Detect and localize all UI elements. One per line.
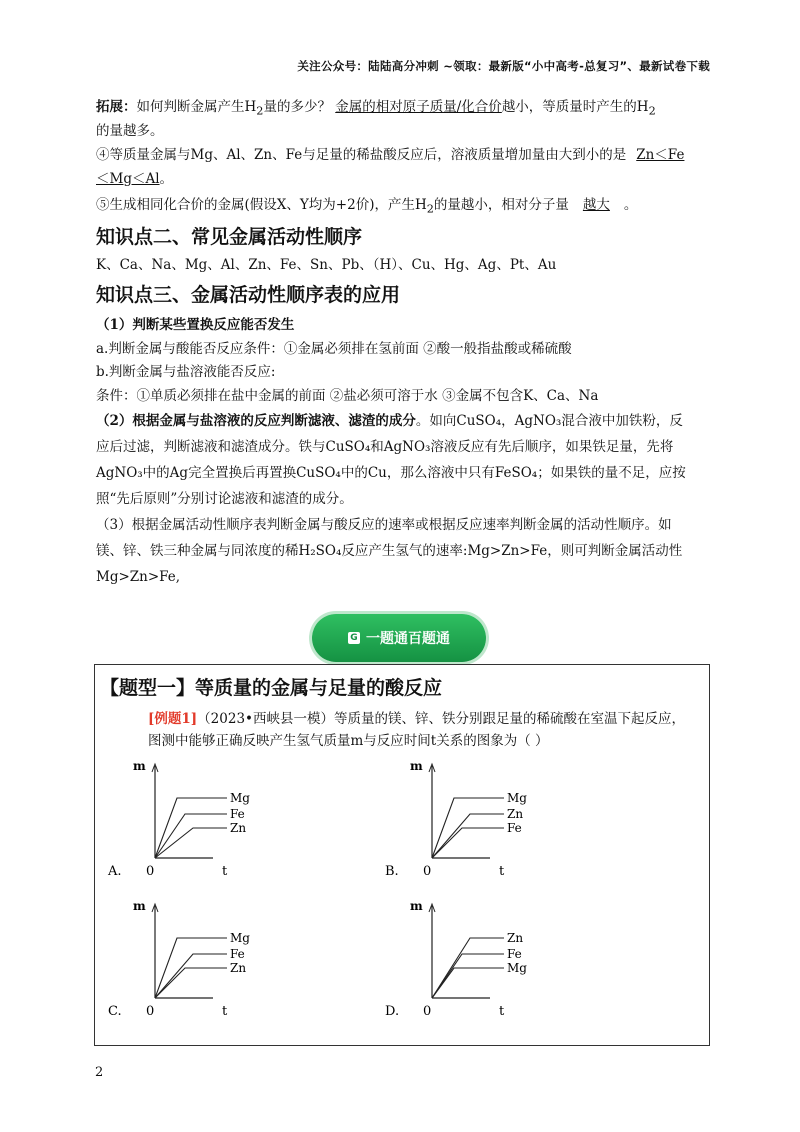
y-axis-label: m: [410, 759, 423, 773]
point1-a: a.判断金属与酸能否反应条件：①金属必须排在氢前面 ②酸一般指盐酸或稀硫酸: [96, 341, 572, 357]
point1-b: b.判断金属与盐溶液能否反应:: [96, 364, 276, 380]
x-axis-label: t: [499, 864, 505, 879]
activity-order: K、Ca、Na、Mg、Al、Zn、Fe、Sn、Pb、（H）、Cu、Hg、Ag、Pt、Au: [96, 257, 557, 273]
item5-line: ⑤生成相同化合价的金属(假设X、Y均为+2价)，产生$H_2$的量越小，相对分子量 越大 。: [96, 197, 638, 216]
series-line-fe: [155, 814, 227, 858]
badge-icon: G: [348, 632, 360, 644]
series-line-zn: [432, 814, 504, 858]
option-label: B.: [385, 864, 399, 879]
series-label-mg: Mg: [507, 961, 527, 975]
origin-label: 0: [423, 1004, 432, 1019]
series-label-mg: Mg: [507, 791, 527, 805]
item5-answer: 越大: [582, 197, 610, 213]
section2-title: 知识点二、常见金属活动性顺序: [96, 226, 363, 248]
series-label-zn: Zn: [230, 961, 247, 975]
series-label-mg: Mg: [230, 791, 250, 805]
origin-label: 0: [423, 864, 432, 879]
extension-line-2: 的量越多。: [96, 123, 164, 139]
series-label-mg: Mg: [230, 931, 250, 945]
item4-answer-2: ＜Mg＜Al: [96, 171, 160, 187]
option-label: D.: [385, 1004, 400, 1019]
point3-line-2: 镁、锌、铁三种金属与同浓度的稀H₂SO₄反应产生氢气的速率:Mg>Zn>Fe，则可判断金属活动性: [96, 543, 683, 559]
item4-line-1: ④等质量金属与Mg、Al、Zn、Fe与足量的稀盐酸反应后，溶液质量增加量由大到小的是 Zn＜Fe: [96, 147, 685, 163]
series-label-zn: Zn: [507, 807, 524, 821]
series-line-fe: [432, 828, 504, 858]
banner-text: 一题通百题通: [366, 631, 450, 647]
series-label-fe: Fe: [230, 947, 245, 961]
item4-line-2: ＜Mg＜Al。: [96, 171, 174, 187]
series-label-fe: Fe: [230, 807, 245, 821]
extension-line-1: 拓展：如何判断金属产生$H_2$量的多少？ 金属的相对原子质量/化合价越小，等质量时产生的$H_2$: [96, 99, 656, 118]
page-header: 关注公众号：陆陆高分冲刺 ~领取：最新版“小中高考-总复习”、最新试卷下载: [297, 59, 710, 73]
x-axis-label: t: [222, 864, 228, 879]
point3-line-3: Mg>Zn>Fe,: [96, 569, 181, 585]
point2-line-3: AgNO₃中的Ag完全置换后再置换CuSO₄中的Cu，那么溶液中只有FeSO₄；如果铁的量不足，应按: [96, 465, 686, 481]
y-axis-label: m: [133, 759, 146, 773]
extension-answer: 金属的相对原子质量/化合价: [335, 99, 502, 115]
point2-line-2: 应后过滤，判断滤液和滤渣成分。铁与CuSO₄和AgNO₃溶液反应有先后顺序，如果铁足量，先将: [96, 439, 674, 455]
point2-title: （2）根据金属与盐溶液的反应判断滤液、滤渣的成分: [96, 413, 416, 429]
page-number: 2: [95, 1065, 104, 1080]
section3-title: 知识点三、金属活动性顺序表的应用: [96, 284, 401, 306]
example-line-1: [例题1]（2023•西峡县一模）等质量的镁、锌、铁分别跟足量的稀硫酸在室温下起反应，: [148, 711, 685, 727]
question-type-title: 【题型一】等质量的金属与足量的酸反应: [100, 677, 443, 699]
series-line-zn: [155, 968, 227, 998]
point1-title: （1）判断某些置换反应能否发生: [96, 317, 295, 333]
point1-c: 条件：①单质必须排在盐中金属的前面 ②盐必须可溶于水 ③金属不包含K、Ca、Na: [96, 388, 599, 404]
example-line-2: 图测中能够正确反映产生氢气质量m与反应时间t关系的图象为（ ）: [148, 733, 549, 749]
option-label: A.: [108, 864, 122, 879]
point2-line-4: 照“先后原则”分别讨论滤液和滤渣的成分。: [96, 491, 353, 507]
series-line-fe: [432, 954, 504, 998]
series-label-fe: Fe: [507, 947, 522, 961]
point2-line-1: （2）根据金属与盐溶液的反应判断滤液、滤渣的成分。如向CuSO₄，AgNO₃混合液中加铁粉，反: [96, 413, 683, 429]
y-axis-label: m: [410, 899, 423, 913]
y-axis-label: m: [133, 899, 146, 913]
point3-line-1: （3）根据金属活动性顺序表判断金属与酸反应的速率或根据反应速率判断金属的活动性顺序。如: [96, 517, 672, 533]
example-label: [例题1]: [148, 711, 198, 727]
extension-label: 拓展：: [96, 99, 137, 115]
item4-answer-1: Zn＜Fe: [636, 147, 685, 163]
option-label: C.: [108, 1004, 122, 1019]
x-axis-label: t: [222, 1004, 228, 1019]
series-label-zn: Zn: [230, 821, 247, 835]
series-line-mg: [432, 968, 504, 998]
x-axis-label: t: [499, 1004, 505, 1019]
origin-label: 0: [146, 1004, 155, 1019]
origin-label: 0: [146, 864, 155, 879]
series-label-fe: Fe: [507, 821, 522, 835]
series-line-fe: [155, 954, 227, 998]
series-label-zn: Zn: [507, 931, 524, 945]
